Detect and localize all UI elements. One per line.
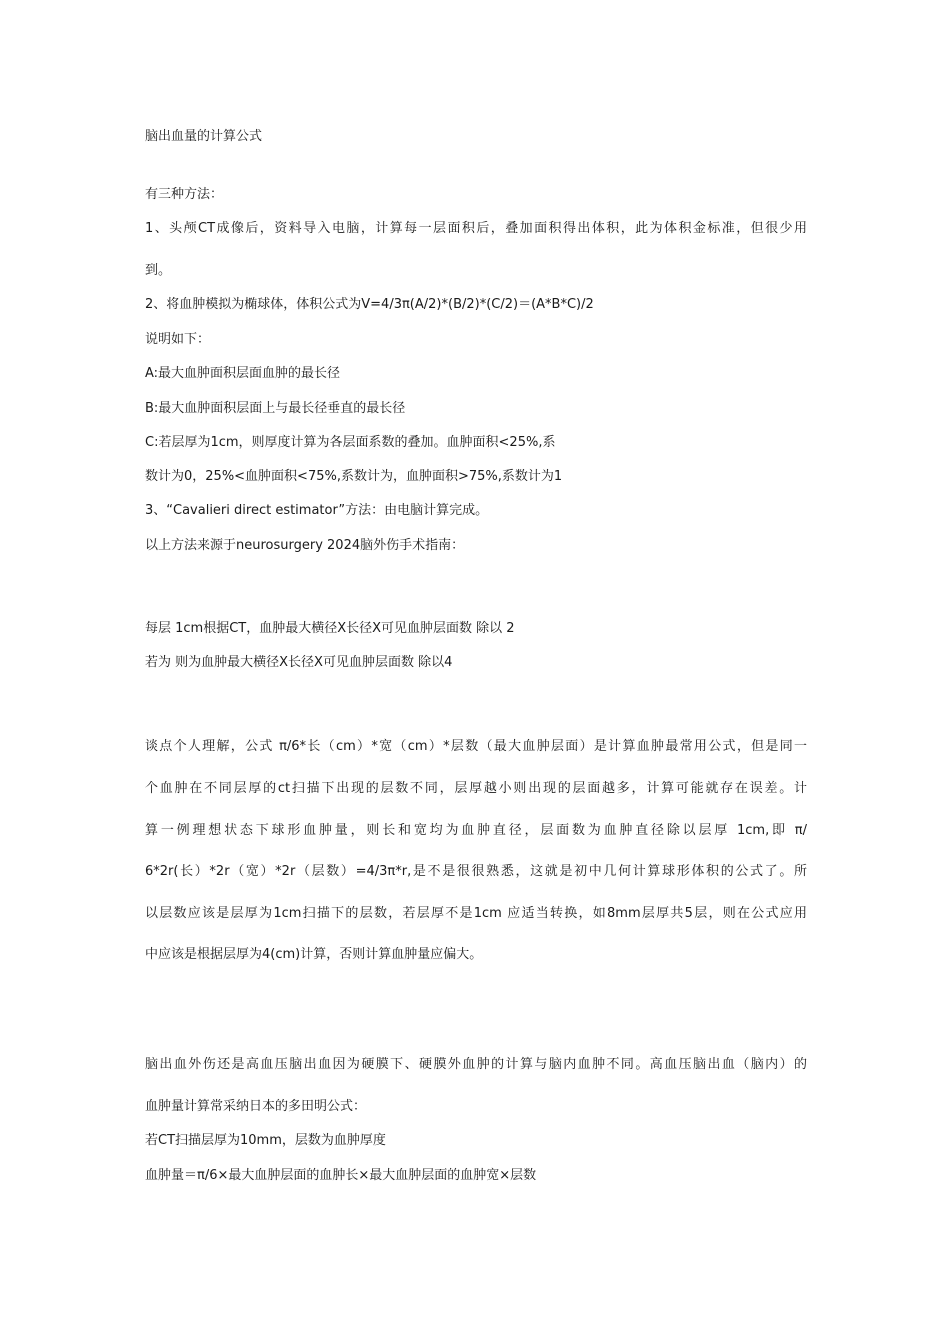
method-1-line-1: 1、头颅CT成像后，资料导入电脑，计算每一层面积后，叠加面积得出体积，此为体积金标准，但很少用 [145, 221, 807, 236]
method-2: 2、将血肿模拟为椭球体，体积公式为V=4/3π(A/2)*(B/2)*(C/2)＝(A*B*C)/2 [145, 297, 594, 312]
opinion-line-5: 以层数应该是层厚为1cm扫描下的层数，若层厚不是1cm 应适当转换，如8mm层厚共5层，则在公式应用 [145, 906, 807, 921]
closing-line-2: 血肿量计算常采纳日本的多田明公式： [145, 1099, 367, 1114]
opinion-line-2: 个血肿在不同层厚的ct扫描下出现的层数不同，层厚越小则出现的层面越多，计算可能就存在误差。计 [145, 781, 807, 796]
opinion-line-4: 6*2r(长）*2r（宽）*2r（层数）=4/3π*r,是不是很很熟悉，这就是初中几何计算球形体积的公式了。所 [145, 864, 807, 879]
source-note: 以上方法来源于neurosurgery 2024脑外伤手术指南： [145, 538, 465, 553]
ct-condition: 若CT扫描层厚为10mm，层数为血肿厚度 [145, 1133, 386, 1148]
definition-c-line-2: 数计为0，25%<血肿面积<75%,系数计为，血肿面积>75%,系数计为1 [145, 469, 563, 484]
document-title: 脑出血量的计算公式 [145, 129, 263, 144]
opinion-line-1: 谈点个人理解，公式 π/6*长（cm）*宽（cm）*层数（最大血肿层面）是计算血肿最常用公式，但是同一 [145, 739, 807, 754]
tada-formula: 血肿量＝π/6×最大血肿层面的血肿长×最大血肿层面的血肿宽×层数 [145, 1168, 537, 1183]
closing-line-1: 脑出血外伤还是高血压脑出血因为硬膜下、硬膜外血肿的计算与脑内血肿不同。高血压脑出血（脑内）的 [145, 1057, 807, 1072]
explain-heading: 说明如下： [145, 332, 211, 347]
rule-2: 若为 则为血肿最大横径X长径X可见血肿层面数 除以4 [145, 655, 453, 670]
opinion-line-6: 中应该是根据层厚为4(cm)计算，否则计算血肿量应偏大。 [145, 947, 483, 962]
rule-1: 每层 1cm根据CT，血肿最大横径X长径X可见血肿层面数 除以 2 [145, 621, 515, 636]
definition-a: A:最大血肿面积层面血肿的最长径 [145, 366, 341, 381]
definition-b: B:最大血肿面积层面上与最长径垂直的最长径 [145, 401, 406, 416]
definition-c-line-1: C:若层厚为1cm，则厚度计算为各层面系数的叠加。血肿面积<25%,系 [145, 435, 556, 450]
method-1-line-2: 到。 [145, 263, 172, 278]
method-3: 3、“Cavalieri direct estimator”方法：由电脑计算完成。 [145, 503, 489, 518]
intro-text: 有三种方法： [145, 187, 224, 202]
opinion-line-3: 算一例理想状态下球形血肿量，则长和宽均为血肿直径，层面数为血肿直径除以层厚 1cm,即 π/ [145, 823, 807, 838]
